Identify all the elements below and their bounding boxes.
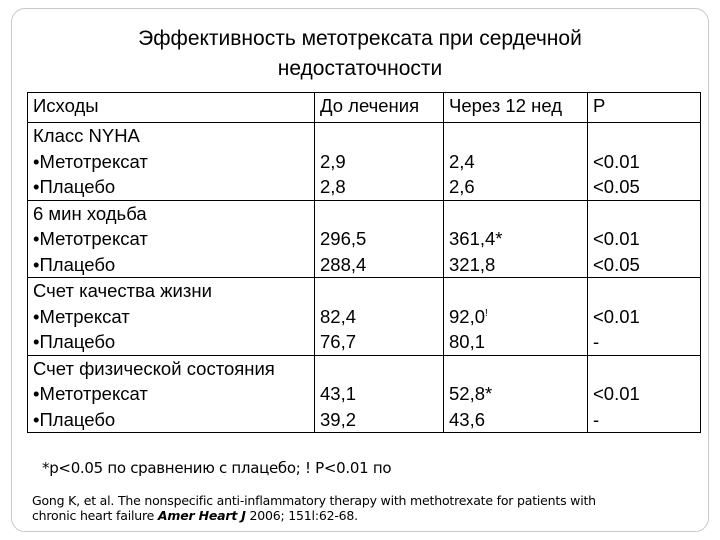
- reference-line-2: [32, 508, 596, 523]
- title-line-1: Эффективность метотрексата при сердечной: [138, 27, 582, 50]
- row-label: •Метотрексат: [33, 228, 148, 249]
- reference-line-1: Gong K, et al. The nonspecific anti-inflammatory therapy with methotrexate for patients with: [32, 493, 596, 508]
- before-value: 288,4: [320, 253, 367, 275]
- slide-title: [0, 24, 720, 84]
- before-cell: [315, 278, 444, 356]
- p-value: <0.01: [593, 305, 640, 327]
- p-value: -: [593, 331, 600, 352]
- table-row: [28, 278, 701, 356]
- after-value: 361,4*: [449, 228, 503, 249]
- row-label: •Плацебо: [33, 331, 116, 352]
- group-title: 6 мин ходьба: [33, 202, 147, 224]
- p-value: <0.01: [593, 228, 640, 249]
- row-label: •Метотрексат: [33, 383, 148, 404]
- table-row: [28, 355, 701, 433]
- reference-prefix: chronic heart failure: [32, 508, 158, 523]
- p-cell: [588, 200, 701, 278]
- title-line-2: недостаточности: [277, 57, 443, 80]
- before-value: 296,5: [320, 228, 367, 249]
- header-after: Через 12 нед: [444, 93, 588, 123]
- header-outcomes: Исходы: [28, 93, 315, 123]
- outcome-cell: [28, 123, 315, 201]
- p-value: <0.01: [593, 150, 640, 172]
- after-value: 52,8*: [449, 383, 493, 404]
- table-row: [28, 200, 701, 278]
- before-value: 2,8: [320, 176, 346, 197]
- before-value: 82,4: [320, 305, 357, 327]
- after-value: 43,6: [449, 408, 486, 430]
- after-value: 80,1: [449, 331, 486, 352]
- reference: [32, 493, 596, 523]
- header-before: До лечения: [315, 93, 444, 123]
- journal-name: Amer Heart J: [157, 508, 246, 523]
- table-header-row: [28, 93, 701, 123]
- p-value: <0.05: [593, 253, 640, 275]
- after-cell: [444, 278, 588, 356]
- before-value: 2,9: [320, 150, 346, 172]
- row-label: •Плацебо: [33, 408, 116, 430]
- p-cell: [588, 123, 701, 201]
- after-value: 2,6: [449, 176, 475, 197]
- footnote: *p<0.05 по сравнению с плацебо; ! P<0.01 по: [42, 459, 392, 477]
- after-cell: [444, 200, 588, 278]
- outcome-cell: [28, 278, 315, 356]
- before-cell: [315, 355, 444, 433]
- results-table: [27, 92, 701, 433]
- row-label: •Плацебо: [33, 253, 116, 275]
- outcome-cell: [28, 200, 315, 278]
- row-label: •Метрексат: [33, 305, 130, 327]
- group-title: Класс NYHA: [33, 125, 140, 146]
- before-value: 39,2: [320, 408, 357, 430]
- row-label: •Плацебо: [33, 176, 116, 197]
- after-value: 321,8: [449, 253, 496, 275]
- after-value: 92,0!: [449, 305, 488, 327]
- group-title: Счет физической состояния: [33, 357, 275, 379]
- table-row: [28, 123, 701, 201]
- before-cell: [315, 123, 444, 201]
- after-cell: [444, 123, 588, 201]
- header-p: P: [588, 93, 701, 123]
- outcome-cell: [28, 355, 315, 433]
- p-cell: [588, 355, 701, 433]
- row-label: •Метотрексат: [33, 150, 148, 172]
- after-cell: [444, 355, 588, 433]
- p-value: <0.05: [593, 176, 640, 197]
- before-cell: [315, 200, 444, 278]
- before-value: 76,7: [320, 331, 357, 352]
- p-cell: [588, 278, 701, 356]
- before-value: 43,1: [320, 383, 357, 404]
- p-value: -: [593, 408, 600, 430]
- after-value: 2,4: [449, 150, 475, 172]
- p-value: <0.01: [593, 383, 640, 404]
- reference-suffix: 2006; 151l:62-68.: [245, 508, 358, 523]
- group-title: Счет качества жизни: [33, 280, 212, 301]
